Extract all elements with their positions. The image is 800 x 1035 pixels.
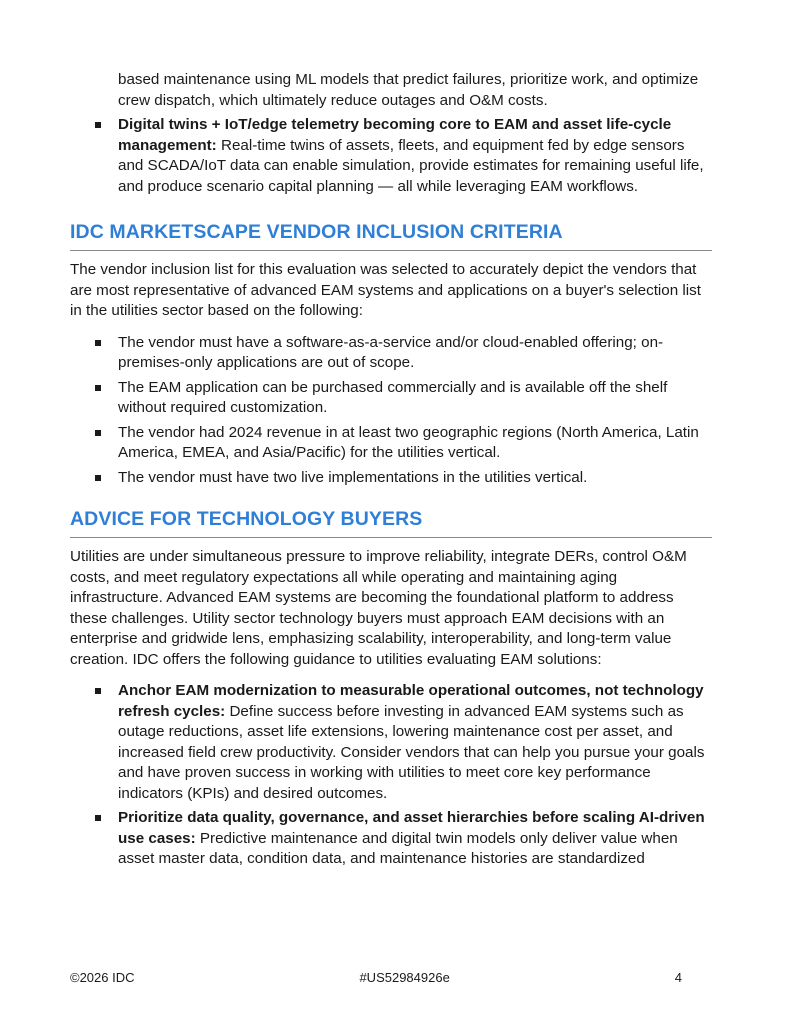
list-item bbox=[70, 423, 712, 464]
bullet-lead: Digital twins + IoT/edge telemetry becoming core to EAM and asset life-cycle management: bbox=[118, 116, 672, 154]
footer-document-id: #US52984926e bbox=[359, 970, 450, 985]
inclusion-criteria-list bbox=[70, 333, 712, 489]
bullet-text: The EAM application can be purchased commercially and is available off the shelf without required customization. bbox=[118, 378, 668, 416]
continuation-paragraph: based maintenance using ML models that predict failures, prioritize work, and optimize crew dispatch, which ultimately reduce outages and O&M costs. bbox=[118, 71, 699, 109]
list-item bbox=[70, 378, 712, 419]
bullet-text: Real-time twins of assets, fleets, and equipment fed by edge sensors and SCADA/IoT data can enable simulation, provide estimates for remaining useful life, and produce scenario capital planning — all while leveraging EAM workflows. bbox=[118, 136, 704, 195]
bullet-icon bbox=[95, 385, 101, 391]
bullet-icon bbox=[95, 475, 101, 481]
bullet-text: The vendor must have a software-as-a-service and/or cloud-enabled offering; on-premises-only applications are out of scope. bbox=[118, 333, 664, 371]
bullet-text: The vendor must have two live implementations in the utilities vertical. bbox=[118, 468, 588, 486]
advice-list bbox=[70, 681, 712, 870]
list-item bbox=[70, 333, 712, 374]
bullet-icon bbox=[95, 340, 101, 346]
list-item bbox=[70, 468, 712, 489]
intro-bullet-list bbox=[70, 115, 712, 197]
bullet-text: Predictive maintenance and digital twin models only deliver value when asset master data, condition data, and maintenance histories are standardized bbox=[118, 829, 678, 867]
list-item bbox=[70, 681, 712, 804]
list-item bbox=[70, 808, 712, 870]
bullet-icon bbox=[95, 430, 101, 436]
section-heading-inclusion: IDC MARKETSCAPE VENDOR INCLUSION CRITERIA bbox=[70, 221, 712, 251]
list-item bbox=[70, 115, 712, 197]
bullet-lead: Anchor EAM modernization to measurable operational outcomes, not technology refresh cycles: bbox=[118, 682, 704, 720]
section-heading-advice: ADVICE FOR TECHNOLOGY BUYERS bbox=[70, 508, 712, 538]
bullet-icon bbox=[95, 688, 101, 694]
bullet-text: The vendor had 2024 revenue in at least two geographic regions (North America, Latin America, EMEA, and Asia/Pacific) for the utilities vertical. bbox=[118, 423, 699, 461]
footer-page-number: 4 bbox=[674, 970, 682, 985]
bullet-icon bbox=[95, 122, 101, 128]
bullet-lead: Prioritize data quality, governance, and asset hierarchies before scaling AI-driven use cases: bbox=[118, 809, 705, 847]
bullet-icon bbox=[95, 815, 101, 821]
document-page bbox=[70, 70, 712, 874]
advice-paragraph: Utilities are under simultaneous pressure to improve reliability, integrate DERs, control O&M costs, and meet regulatory expectations all while operating and maintaining aging infrastructure. Advanced EAM systems are becoming the foundational platform to address these challenges. Utility sector technology buyers must approach EAM decisions with an enterprise and gridwide lens, emphasizing scalability, interoperability, and long-term value creation. IDC offers the following guidance to utilities evaluating EAM solutions: bbox=[70, 548, 687, 668]
footer-copyright: ©2026 IDC bbox=[70, 970, 135, 985]
bullet-text: Define success before investing in advanced EAM systems such as outage reductions, asset life extensions, lowering maintenance cost per asset, and increased field crew productivity. Consider vendors that can help you pursue your goals and have proven success in working with utilities to meet core key performance indicators (KPIs) and desired outcomes. bbox=[118, 702, 705, 802]
inclusion-paragraph: The vendor inclusion list for this evaluation was selected to accurately depict the vendors that are most representative of advanced EAM systems and applications on a buyer's selection list in the utilities sector based on the following: bbox=[70, 261, 701, 319]
page-footer bbox=[70, 970, 682, 985]
